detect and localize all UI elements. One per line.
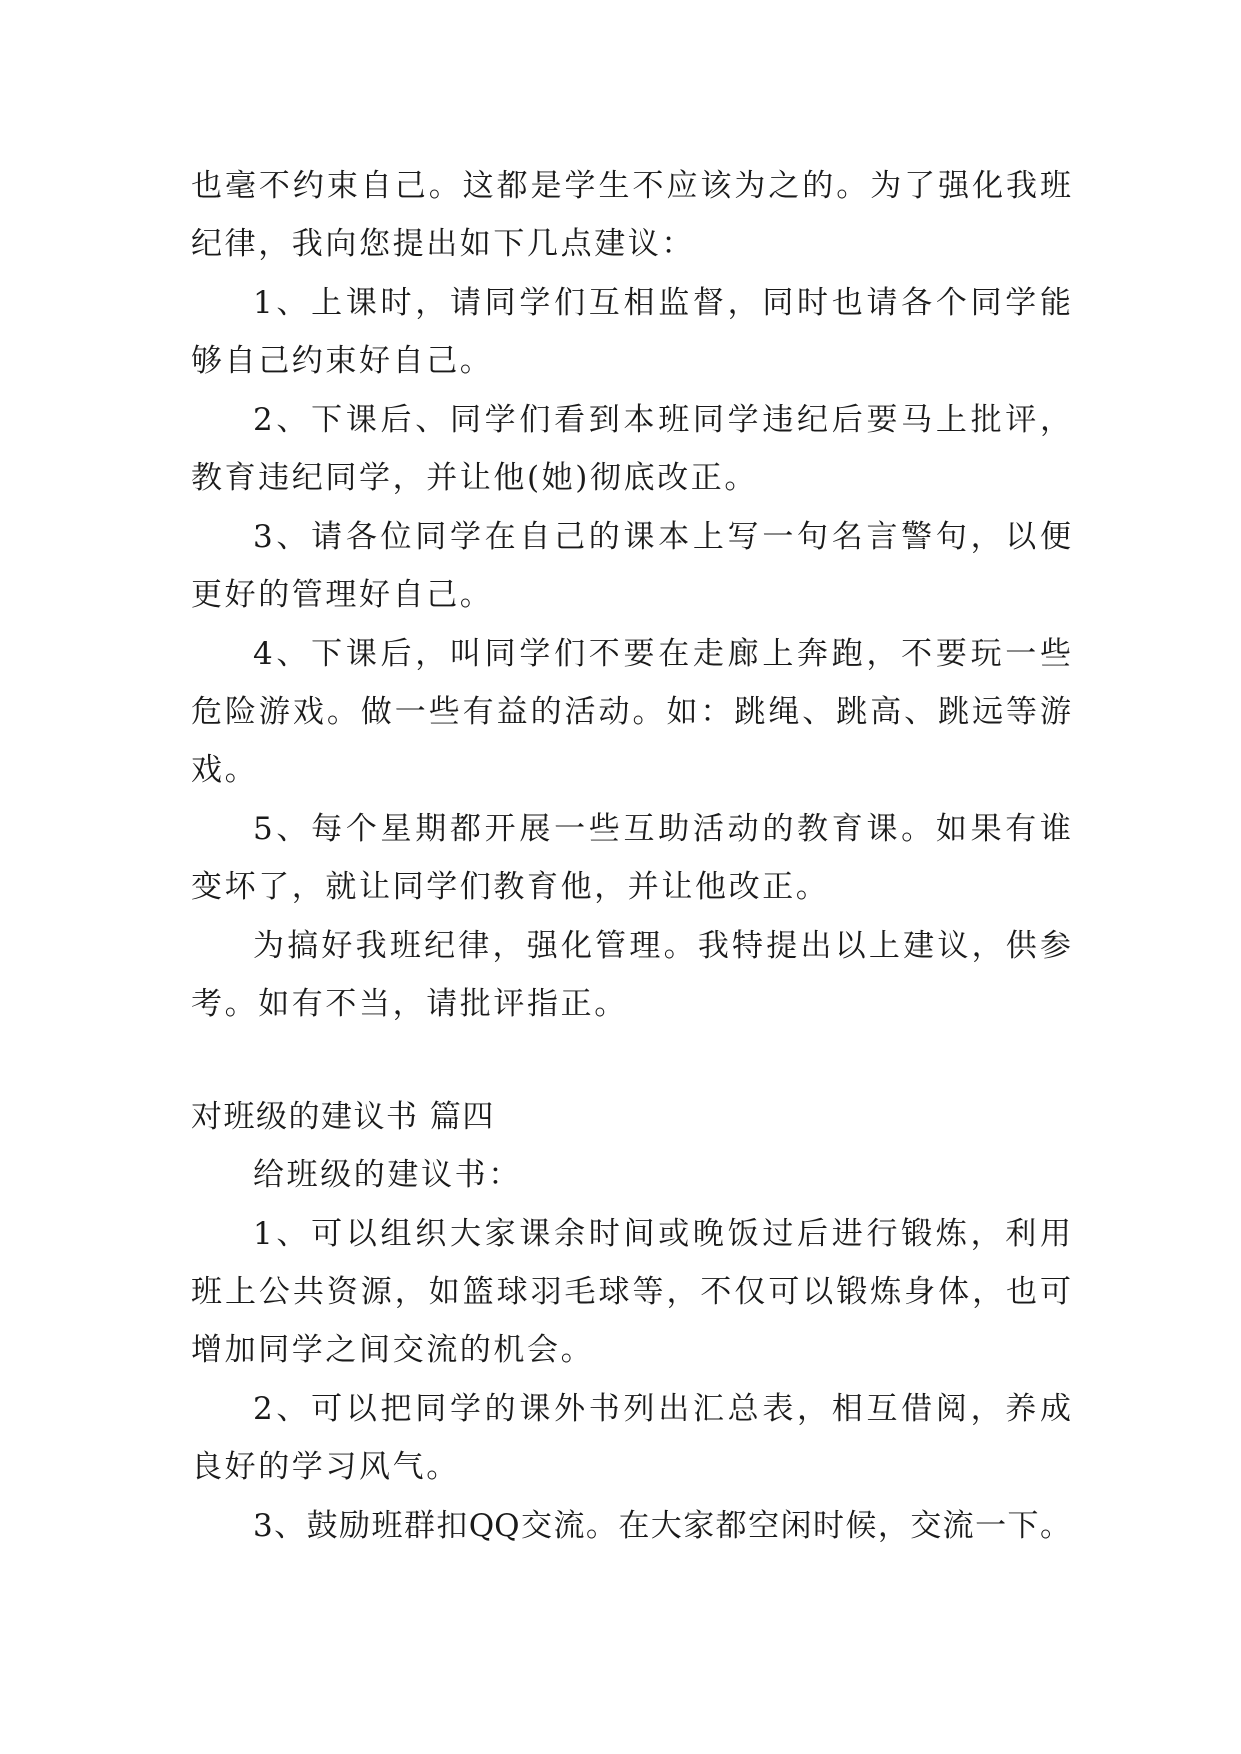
list-item-line: 够自己约束好自己。	[191, 343, 494, 379]
list-item-line: 班上公共资源，如篮球羽毛球等，不仅可以锻炼身体，也可	[191, 1274, 1071, 1310]
list-item-line: 2、可以把同学的课外书列出汇总表，相互借阅，养成	[253, 1391, 1071, 1427]
list-item-line: 良好的学习风气。	[191, 1449, 460, 1485]
paragraph-line: 为搞好我班纪律，强化管理。我特提出以上建议，供参	[253, 928, 1071, 964]
paragraph-line: 也毫不约束自己。这都是学生不应该为之的。为了强化我班	[191, 168, 1071, 204]
list-item-line: 3、鼓励班群扣QQ交流。在大家都空闲时候，交流一下。	[253, 1508, 1071, 1544]
list-item-line: 2、下课后、同学们看到本班同学违纪后要马上批评，	[253, 402, 1071, 438]
list-item-line: 增加同学之间交流的机会。	[191, 1332, 595, 1368]
paragraph-line: 纪律，我向您提出如下几点建议：	[191, 226, 695, 262]
list-item-line: 1、可以组织大家课余时间或晚饭过后进行锻炼，利用	[253, 1216, 1071, 1252]
list-item-line: 1、上课时，请同学们互相监督，同时也请各个同学能	[253, 285, 1071, 321]
list-item-line: 戏。	[191, 752, 259, 788]
list-item-line: 5、每个星期都开展一些互助活动的教育课。如果有谁	[253, 811, 1071, 847]
list-item-line: 3、请各位同学在自己的课本上写一句名言警句，以便	[253, 519, 1071, 555]
list-item-line: 4、下课后，叫同学们不要在走廊上奔跑，不要玩一些	[253, 636, 1071, 672]
list-item-line: 更好的管理好自己。	[191, 577, 494, 613]
paragraph-line: 给班级的建议书：	[253, 1157, 522, 1193]
list-item-line: 变坏了，就让同学们教育他，并让他改正。	[191, 869, 830, 905]
list-item-line: 危险游戏。做一些有益的活动。如：跳绳、跳高、跳远等游	[191, 694, 1071, 730]
paragraph-line: 考。如有不当，请批评指正。	[191, 986, 628, 1022]
section-heading: 对班级的建议书 篇四	[191, 1099, 495, 1135]
list-item-line: 教育违纪同学，并让他(她)彻底改正。	[191, 460, 758, 496]
